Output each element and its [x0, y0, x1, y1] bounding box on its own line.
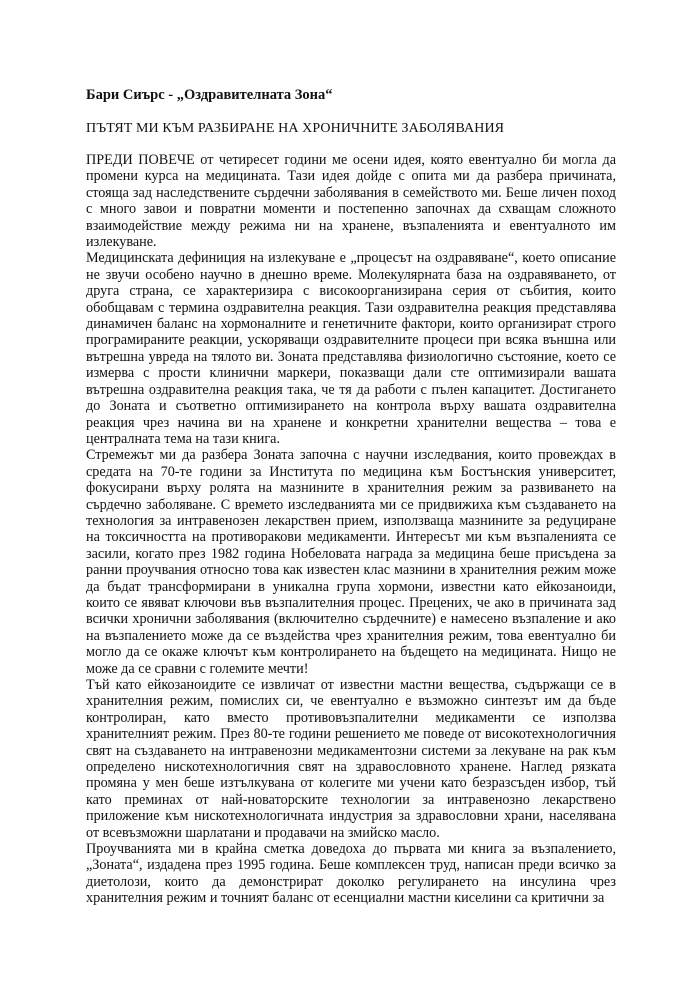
document-body [86, 152, 616, 907]
paragraph-3: Стремежът ми да разбера Зоната започна с научни изследвания, които провеждах в средата на 70-те години за Института по медицина към Бостънския университет, фокусирани върху ролята на мазнините в хранителния режим за развиването на сърдечно заболяване. С времето изследванията ми се придвижиха към създаването на технология за интравенозен лекарствен прием, използваща мазнините за редуциране на токсичността на противоракови медикаменти. Интересът ми към възпаленията се засили, когато през 1982 година Нобеловата награда за медицина беше присъдена за ранни проучвания относно това как известен клас мазнини в хранителния режим може да бъдат трансформирани в уникална група хормони, известни като ейкозаноиди, които се явяват ключови във възпалителния процес. Прецених, че ако в причината зад всички хронични заболявания (включително сърдечните) е намесено възпаление и ако на възпалението може да се въздейства чрез хранителния режим, това евентуално би могло да се окаже ключът към контролирането на бъдещето на медицината. Нищо не може да се сравни с големите мечти! [86, 447, 616, 677]
document-header: Бари Сиърс - „Оздравителната Зона“ [86, 87, 333, 103]
chapter-title: ПЪТЯТ МИ КЪМ РАЗБИРАНЕ НА ХРОНИЧНИТЕ ЗАБОЛЯВАНИЯ [86, 121, 505, 136]
paragraph-4: Тъй като ейкозаноидите се извличат от известни мастни вещества, съдържащи се в хранителния режим, помислих си, че евентуално е възможно синтезът им да бъде контролиран, като вместо противовъзпалителни медикаменти се използва хранителният режим. През 80-те години решението ме поведе от високотехнологичния свят на създаването на интравенозни медикаментозни системи за лекуване на рак към определено нискотехнологичния свят на здравословното хранене. Наглед рязката промяна у мен беше изтълкувана от колегите ми учени като безразсъден избор, тъй като преминах от най-новаторските технологии за интравенозно лекарствено приложение към нискотехнологичната индустрия за здравословни храни, населявана от всевъзможни шарлатани и продавачи на змийско масло. [86, 677, 616, 841]
paragraph-2: Медицинската дефиниция на излекуване е „процесът на оздравяване“, което описание не звучи особено научно в днешно време. Молекулярната база на оздравяването, от друга страна, се характеризира с високоорганизирана серия от събития, които обобщавам с термина оздравителна реакция. Тази оздравителна реакция представлява динамичен баланс на хормоналните и генетичните фактори, които организират строго програмираните реакции, ускоряващи оздравителните процеси при всяка външна или вътрешна увреда на тялото ви. Зоната представлява физиологично състояние, което се измерва с прости клинични маркери, показващи дали сте оптимизирали вашата вътрешна оздравителна реакция така, че тя да работи с пълен капацитет. Достигането до Зоната и съответно оптимизирането на контрола върху вашата оздравителна реакция чрез начина ви на хранене и конкретни хранителни вещества – това е централната тема на тази книга. [86, 250, 616, 447]
paragraph-5: Проучванията ми в крайна сметка доведоха до първата ми книга за възпалението, „Зоната“, издадена през 1995 година. Беше комплексен труд, написан преди всичко за диетолози, които да демонстрират доколко регулирането на инсулина чрез хранителния режим и точният баланс от есенциални мастни киселини са критични за [86, 841, 616, 907]
paragraph-1: ПРЕДИ ПОВЕЧЕ от четиресет години ме осени идея, която евентуално би могла да промени курса на медицината. Тази идея дойде с опита ми да разбера причината, стояща зад наследствените сърдечни заболявания в семейството ми. Беше личен поход с много завои и повратни моменти и постепенно започнах да схващам сложното взаимодействие между режима ни на хранене, възпаленията и евентуалното им излекуване. [86, 152, 616, 251]
